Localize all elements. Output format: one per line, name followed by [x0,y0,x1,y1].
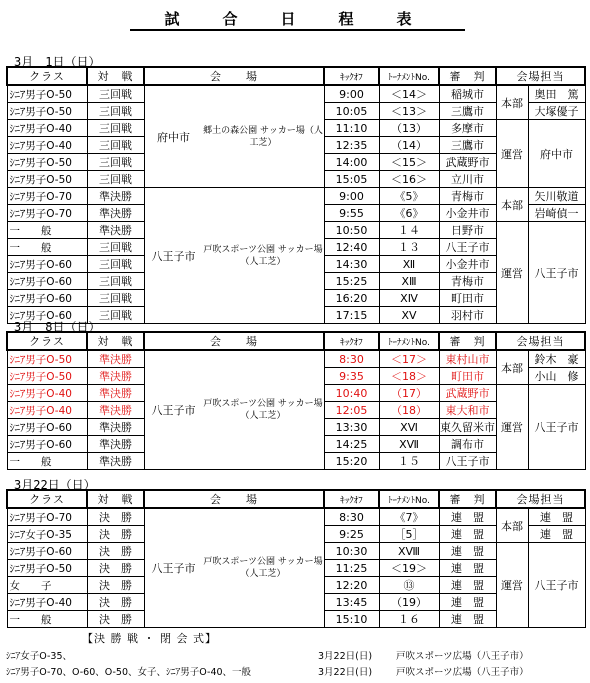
staff-name: 連 盟 [528,508,585,526]
staff-city: 八王子市 [528,543,585,628]
tournament-no-cell: （14） [379,137,439,154]
match-cell: 準決勝 [87,188,144,205]
staff-name: 鈴木 豪 [528,350,585,368]
class-cell: ｼﾆｱ男子O-50 [7,350,87,368]
staff-role: 本部 [496,508,528,543]
section-date: 3月 8日（日） [14,320,101,334]
match-cell: 三回戦 [87,171,144,188]
staff-role: 運営 [496,120,528,188]
match-cell: 三回戦 [87,307,144,324]
kickoff-cell: 11:10 [324,120,379,137]
staff-role: 本部 [496,188,528,222]
table-row [7,85,585,103]
match-cell: 三回戦 [87,154,144,171]
kickoff-cell: 10:30 [324,543,379,560]
class-cell: ｼﾆｱ男子O-60 [7,273,87,290]
ceremony-classes: ｼﾆｱ女子O-35、 [6,651,73,662]
schedule-table-mar1 [6,66,586,324]
venue-city: 八王子市 [151,249,196,263]
staff-name: 小山 修 [528,368,585,385]
class-cell: 一 般 [7,453,87,470]
class-cell: ｼﾆｱ男子O-50 [7,85,87,103]
section-date: 3月22日（日） [14,478,96,492]
class-cell: ｼﾆｱ男子O-50 [7,103,87,120]
staff-role: 本部 [496,85,528,120]
staff-role: 本部 [496,350,528,385]
header-venue-staff: 会場担当 [496,67,585,85]
match-cell: 決 勝 [87,526,144,543]
header-kickoff: ｷｯｸｵﾌ [324,490,379,508]
tournament-no-cell: （18） [379,402,439,419]
kickoff-cell: 12:05 [324,402,379,419]
referee-cell: 連 盟 [439,577,496,594]
kickoff-cell: 8:30 [324,350,379,368]
referee-cell: 稲城市 [439,85,496,103]
venue-city: 八王子市 [151,562,196,575]
venue-cell [144,188,324,324]
kickoff-cell: 9:00 [324,188,379,205]
match-cell: 準決勝 [87,205,144,222]
table-row [7,508,585,526]
staff-city: 八王子市 [528,385,585,470]
match-cell: 準決勝 [87,350,144,368]
venue-city: 八王子市 [151,404,196,417]
tournament-no-cell: ⅩⅢ [379,273,439,290]
kickoff-cell: 10:05 [324,103,379,120]
referee-cell: 連 盟 [439,560,496,577]
header-tournament-no: ﾄｰﾅﾒﾝﾄNo. [379,67,439,85]
class-cell: ｼﾆｱ男子O-40 [7,402,87,419]
kickoff-cell: 13:45 [324,594,379,611]
staff-role: 運営 [496,385,528,470]
venue-name: 郷土の森公園 サッカー場（人工芝） [203,125,323,148]
match-cell: 決 勝 [87,594,144,611]
staff-name: 矢川敬道 [528,188,585,205]
tournament-no-cell: ＜13＞ [379,103,439,120]
referee-cell: 三鷹市 [439,137,496,154]
header-match: 対 戦 [87,67,144,85]
kickoff-cell: 9:55 [324,205,379,222]
header-class: クラス [7,332,87,350]
header-referee: 審 判 [439,332,496,350]
ceremony-place: 戸吹スポーツ広場（八王子市） [396,667,529,678]
staff-city: 府中市 [528,120,585,188]
match-cell: 準決勝 [87,419,144,436]
header-referee: 審 判 [439,490,496,508]
venue-cell [144,85,324,188]
referee-cell: 町田市 [439,368,496,385]
ceremony-heading: 【決 勝 戦 ・ 閉 会 式】 [82,632,217,645]
venue-name: 戸吹スポーツ公園 サッカー場 （人工芝） [203,557,323,579]
referee-cell: 多摩市 [439,120,496,137]
tournament-no-cell: ［5］ [379,526,439,543]
referee-cell: 三鷹市 [439,103,496,120]
tournament-no-cell: （17） [379,385,439,402]
tournament-no-cell: １６ [379,611,439,628]
header-tournament-no: ﾄｰﾅﾒﾝﾄNo. [379,332,439,350]
header-match: 対 戦 [87,332,144,350]
staff-name: 連 盟 [528,526,585,543]
tournament-no-cell: １５ [379,453,439,470]
referee-cell: 東大和市 [439,402,496,419]
class-cell: ｼﾆｱ男子O-40 [7,594,87,611]
ceremony-classes: ｼﾆｱ男子O-70、O-60、O-50、女子、ｼﾆｱ男子O-40、一般 [6,667,252,678]
kickoff-cell: 10:50 [324,222,379,239]
match-cell: 決 勝 [87,611,144,628]
class-cell: ｼﾆｱ男子O-60 [7,543,87,560]
kickoff-cell: 12:20 [324,577,379,594]
tournament-no-cell: ⑬ [379,577,439,594]
match-cell: 三回戦 [87,256,144,273]
kickoff-cell: 8:30 [324,508,379,526]
class-cell: ｼﾆｱ男子O-40 [7,137,87,154]
kickoff-cell: 14:00 [324,154,379,171]
ceremony-date: 3月22日(日) [318,667,373,678]
tournament-no-cell: ＜17＞ [379,350,439,368]
tournament-no-cell: 《5》 [379,188,439,205]
venue-name: 戸吹スポーツ公園 サッカー場 （人工芝） [203,244,323,267]
ceremony-place: 戸吹スポーツ広場（八王子市） [396,651,529,662]
referee-cell: 町田市 [439,290,496,307]
kickoff-cell: 11:25 [324,560,379,577]
referee-cell: 武蔵野市 [439,385,496,402]
kickoff-cell: 13:30 [324,419,379,436]
class-cell: 一 般 [7,239,87,256]
referee-cell: 連 盟 [439,526,496,543]
class-cell: ｼﾆｱ男子O-70 [7,188,87,205]
match-cell: 三回戦 [87,290,144,307]
tournament-no-cell: 《6》 [379,205,439,222]
schedule-table-mar22 [6,489,586,628]
kickoff-cell: 16:20 [324,290,379,307]
referee-cell: 八王子市 [439,453,496,470]
class-cell: ｼﾆｱ女子O-35 [7,526,87,543]
tournament-no-cell: ⅩⅣ [379,290,439,307]
match-cell: 準決勝 [87,402,144,419]
match-cell: 三回戦 [87,137,144,154]
venue-cell [144,350,324,470]
kickoff-cell: 15:20 [324,453,379,470]
class-cell: ｼﾆｱ男子O-70 [7,508,87,526]
tournament-no-cell: （13） [379,120,439,137]
tournament-no-cell: ＜14＞ [379,85,439,103]
header-venue-staff: 会場担当 [496,490,585,508]
class-cell: ｼﾆｱ男子O-50 [7,560,87,577]
tournament-no-cell: ⅩⅦ [379,436,439,453]
class-cell: 一 般 [7,222,87,239]
referee-cell: 連 盟 [439,543,496,560]
kickoff-cell: 12:40 [324,239,379,256]
match-cell: 三回戦 [87,273,144,290]
staff-city: 八王子市 [528,222,585,324]
class-cell: ｼﾆｱ男子O-50 [7,171,87,188]
match-cell: 準決勝 [87,222,144,239]
tournament-no-cell: （19） [379,594,439,611]
header-venue: 会 場 [144,67,324,85]
tournament-no-cell: Ⅻ [379,256,439,273]
kickoff-cell: 9:25 [324,526,379,543]
tournament-no-cell: ⅩⅤ [379,307,439,324]
kickoff-cell: 15:25 [324,273,379,290]
tournament-no-cell: １４ [379,222,439,239]
referee-cell: 連 盟 [439,508,496,526]
class-cell: ｼﾆｱ男子O-50 [7,368,87,385]
match-cell: 決 勝 [87,577,144,594]
match-cell: 準決勝 [87,436,144,453]
header-kickoff: ｷｯｸｵﾌ [324,332,379,350]
match-cell: 三回戦 [87,85,144,103]
match-cell: 決 勝 [87,508,144,526]
match-cell: 三回戦 [87,103,144,120]
header-tournament-no: ﾄｰﾅﾒﾝﾄNo. [379,490,439,508]
staff-name: 岩崎偵一 [528,205,585,222]
tournament-no-cell: 《7》 [379,508,439,526]
staff-name: 大塚優子 [528,103,585,120]
kickoff-cell: 12:35 [324,137,379,154]
kickoff-cell: 14:30 [324,256,379,273]
referee-cell: 東久留米市 [439,419,496,436]
referee-cell: 武蔵野市 [439,154,496,171]
venue-cell [144,508,324,628]
kickoff-cell: 10:40 [324,385,379,402]
ceremony-date: 3月22日(日) [318,651,373,662]
class-cell: ｼﾆｱ男子O-60 [7,436,87,453]
kickoff-cell: 15:05 [324,171,379,188]
header-referee: 審 判 [439,67,496,85]
class-cell: ｼﾆｱ男子O-60 [7,307,87,324]
referee-cell: 小金井市 [439,205,496,222]
tournament-no-cell: ＜15＞ [379,154,439,171]
staff-name: 奥田 篤 [528,85,585,103]
kickoff-cell: 9:00 [324,85,379,103]
match-cell: 準決勝 [87,453,144,470]
venue-name: 戸吹スポーツ公園 サッカー場 （人工芝） [203,399,323,421]
class-cell: ｼﾆｱ男子O-40 [7,120,87,137]
referee-cell: 連 盟 [439,594,496,611]
class-cell: ｼﾆｱ男子O-60 [7,419,87,436]
kickoff-cell: 17:15 [324,307,379,324]
class-cell: ｼﾆｱ男子O-40 [7,385,87,402]
match-cell: 決 勝 [87,543,144,560]
match-cell: 準決勝 [87,368,144,385]
match-cell: 決 勝 [87,560,144,577]
referee-cell: 青梅市 [439,188,496,205]
staff-role: 運営 [496,222,528,324]
referee-cell: 日野市 [439,222,496,239]
header-venue: 会 場 [144,332,324,350]
match-cell: 準決勝 [87,385,144,402]
header-venue-staff: 会場担当 [496,332,585,350]
header-class: クラス [7,67,87,85]
tournament-no-cell: ＜16＞ [379,171,439,188]
tournament-no-cell: ⅩⅧ [379,543,439,560]
referee-cell: 立川市 [439,171,496,188]
kickoff-cell: 14:25 [324,436,379,453]
class-cell: 女 子 [7,577,87,594]
tournament-no-cell: １３ [379,239,439,256]
class-cell: ｼﾆｱ男子O-70 [7,205,87,222]
table-row [7,350,585,368]
referee-cell: 八王子市 [439,239,496,256]
page-title: 試 合 日 程 表 [164,10,426,28]
referee-cell: 東村山市 [439,350,496,368]
class-cell: ｼﾆｱ男子O-60 [7,256,87,273]
class-cell: ｼﾆｱ男子O-50 [7,154,87,171]
referee-cell: 羽村市 [439,307,496,324]
schedule-table-mar8 [6,331,586,470]
match-cell: 三回戦 [87,239,144,256]
referee-cell: 青梅市 [439,273,496,290]
tournament-no-cell: ⅩⅥ [379,419,439,436]
header-class: クラス [7,490,87,508]
kickoff-cell: 15:10 [324,611,379,628]
class-cell: ｼﾆｱ男子O-60 [7,290,87,307]
table-row [7,188,585,205]
header-venue: 会 場 [144,490,324,508]
section-date: 3月 1日（日） [14,55,101,69]
referee-cell: 連 盟 [439,611,496,628]
kickoff-cell: 9:35 [324,368,379,385]
header-kickoff: ｷｯｸｵﾌ [324,67,379,85]
title-underline [130,29,465,31]
staff-role: 運営 [496,543,528,628]
referee-cell: 小金井市 [439,256,496,273]
tournament-no-cell: ＜18＞ [379,368,439,385]
venue-city: 府中市 [157,130,190,144]
header-match: 対 戦 [87,490,144,508]
referee-cell: 調布市 [439,436,496,453]
match-cell: 三回戦 [87,120,144,137]
class-cell: 一 般 [7,611,87,628]
tournament-no-cell: ＜19＞ [379,560,439,577]
